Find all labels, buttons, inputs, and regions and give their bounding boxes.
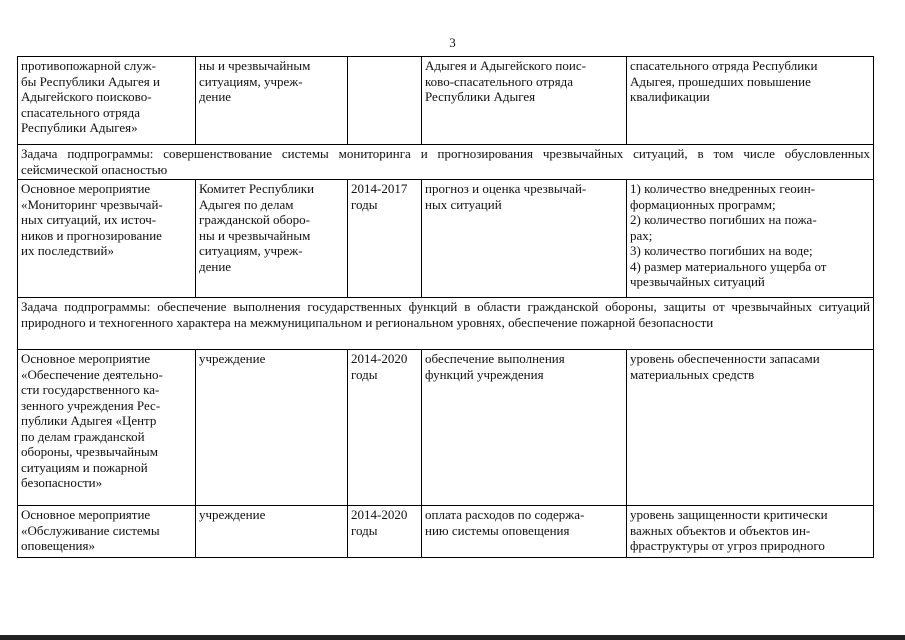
cell-event: Основное мероприятие «Мониторинг чрезвычай- ных ситуаций, их источ- ников и прогнозирование их последствий» bbox=[18, 180, 196, 298]
cell-event: противопожарной служ- бы Республики Адыгея и Адыгейского поисково- спасательного отряда Республики Адыгея» bbox=[18, 57, 196, 145]
page-number: 3 bbox=[449, 35, 456, 50]
cell-indicator: уровень обеспеченности запасами материальных средств bbox=[627, 350, 874, 506]
cell-executor: учреждение bbox=[196, 506, 348, 558]
table-row bbox=[18, 57, 874, 145]
table-row bbox=[18, 350, 874, 506]
table-row bbox=[18, 506, 874, 558]
cell-period: 2014-2017 годы bbox=[348, 180, 422, 298]
cell-period bbox=[348, 57, 422, 145]
cell-indicator: 1) количество внедренных геоин- формационных программ; 2) количество погибших на пожа- рах; 3) количество погибших на воде; 4) размер материального ущерба от чрезвычайных ситуаций bbox=[627, 180, 874, 298]
cell-result: Адыгея и Адыгейского поис- ково-спасательного отряда Республики Адыгея bbox=[422, 57, 627, 145]
task-text: Задача подпрограммы: совершенствование системы мониторинга и прогнозирования чрезвычайных ситуаций, в том числе обусловленных сейсмической опасностью bbox=[18, 145, 874, 180]
table-row bbox=[18, 180, 874, 298]
task-text: Задача подпрограммы: обеспечение выполнения государственных функций в области гражданской обороны, защиты от чрезвычайных ситуаций природного и техногенного характера на межмуниципальном и региональном уровнях, обеспечение пожарной безопасности bbox=[18, 298, 874, 350]
cell-event: Основное мероприятие «Обеспечение деятельно- сти государственного ка- зенного учреждения Рес- публики Адыгея «Центр по делам гражданской обороны, чрезвычайным ситуациям и пожарной безопасности» bbox=[18, 350, 196, 506]
scan-edge-bar bbox=[0, 635, 905, 640]
cell-result: обеспечение выполнения функций учреждения bbox=[422, 350, 627, 506]
task-row bbox=[18, 298, 874, 350]
cell-indicator: спасательного отряда Республики Адыгея, прошедших повышение квалификации bbox=[627, 57, 874, 145]
cell-period: 2014-2020 годы bbox=[348, 506, 422, 558]
cell-event: Основное мероприятие «Обслуживание системы оповещения» bbox=[18, 506, 196, 558]
cell-result: прогноз и оценка чрезвычай- ных ситуаций bbox=[422, 180, 627, 298]
cell-indicator: уровень защищенности критически важных объектов и объектов ин- фраструктуры от угроз природного bbox=[627, 506, 874, 558]
program-table bbox=[17, 56, 874, 558]
cell-executor: ны и чрезвычайным ситуациям, учреж- дение bbox=[196, 57, 348, 145]
task-row bbox=[18, 145, 874, 180]
cell-period: 2014-2020 годы bbox=[348, 350, 422, 506]
cell-executor: учреждение bbox=[196, 350, 348, 506]
cell-executor: Комитет Республики Адыгея по делам гражданской оборо- ны и чрезвычайным ситуациям, учреж- дение bbox=[196, 180, 348, 298]
cell-result: оплата расходов по содержа- нию системы оповещения bbox=[422, 506, 627, 558]
